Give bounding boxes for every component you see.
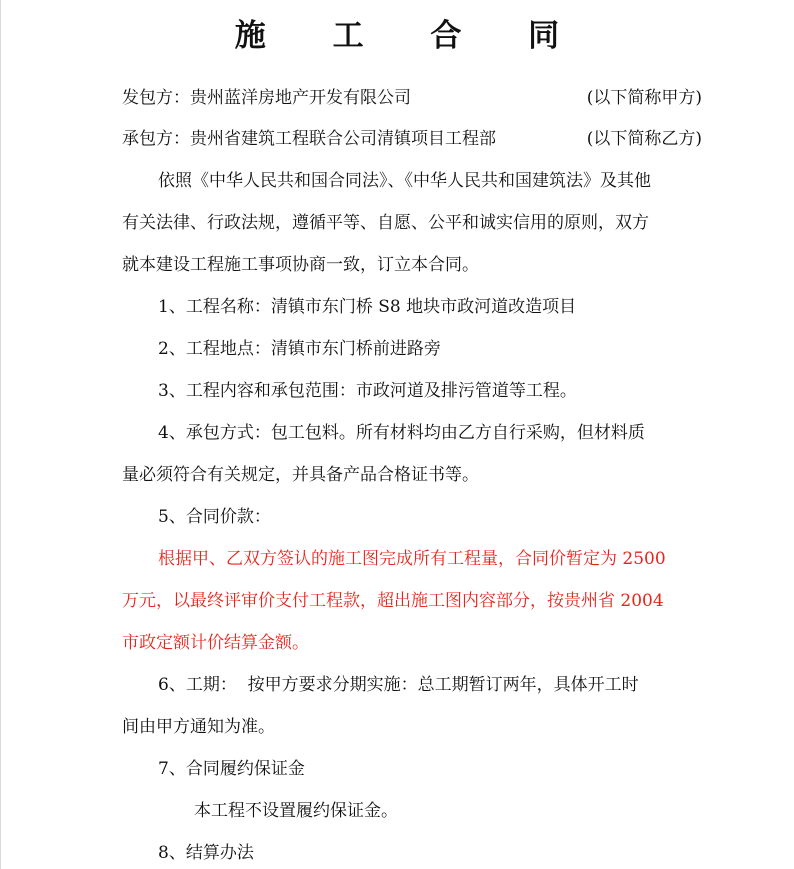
clause-7-performance-bond: 7、合同履约保证金 <box>158 759 305 779</box>
preamble-line-1: 依照《中华人民共和国合同法》、《中华人民共和国建筑法》及其他 <box>158 171 651 191</box>
employer-name: 贵州蓝洋房地产开发有限公司 <box>190 88 411 108</box>
contractor-line <box>122 127 702 151</box>
employer-line <box>122 86 702 110</box>
clause-1-project-name: 1、工程名称：清镇市东门桥 S8 地块市政河道改造项目 <box>158 297 577 317</box>
clause-5-price-body-line-2: 万元，以最终评审价支付工程款，超出施工图内容部分，按贵州省 2004 <box>122 591 664 611</box>
page-edge-divider <box>0 0 1 869</box>
contractor-name: 贵州省建筑工程联合公司清镇项目工程部 <box>190 129 496 149</box>
clause-8-settlement-method: 8、结算办法 <box>158 843 254 863</box>
clause-5-price-body-line-3: 市政定额计价结算金额。 <box>122 633 309 653</box>
employer-label: 发包方： <box>122 88 190 108</box>
clause-4-contract-mode-line-2: 量必须符合有关规定，并具备产品合格证书等。 <box>122 465 479 485</box>
clause-5-price-body-line-1: 根据甲、乙双方签认的施工图完成所有工程量，合同价暂定为 2500 <box>158 549 666 569</box>
clause-3-project-scope: 3、工程内容和承包范围：市政河道及排污管道等工程。 <box>158 381 577 401</box>
document-title: 施 工 合 同 <box>234 18 588 54</box>
clause-5-contract-price: 5、合同价款： <box>158 507 271 527</box>
employer-abbreviation: (以下简称甲方) <box>586 88 702 108</box>
contractor-abbreviation: (以下简称乙方) <box>586 129 702 149</box>
clause-4-contract-mode-line-1: 4、承包方式：包工包料。所有材料均由乙方自行采购，但材料质 <box>158 423 645 443</box>
clause-2-project-location: 2、工程地点：清镇市东门桥前进路旁 <box>158 339 441 359</box>
preamble-line-2: 有关法律、行政法规，遵循平等、自愿、公平和诚实信用的原则，双方 <box>122 213 649 233</box>
preamble-line-3: 就本建设工程施工事项协商一致，订立本合同。 <box>122 255 479 275</box>
clause-7-bond-body: 本工程不设置履约保证金。 <box>194 801 398 821</box>
clause-6-duration-line-1: 6、工期： 按甲方要求分期实施：总工期暂订两年，具体开工时 <box>158 675 639 695</box>
contractor-label: 承包方： <box>122 129 190 149</box>
clause-6-duration-line-2: 间由甲方通知为准。 <box>122 717 275 737</box>
